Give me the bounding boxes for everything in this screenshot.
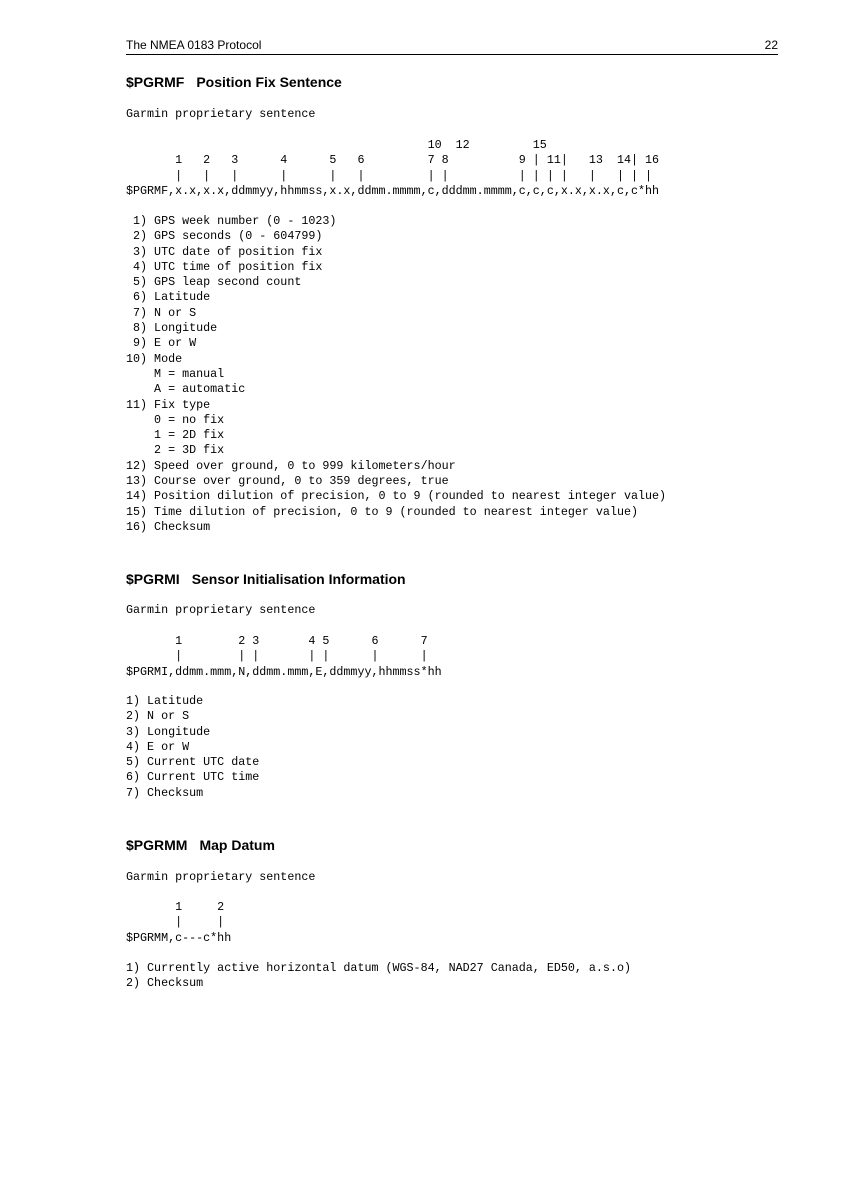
- sentence-id: $PGRMI: [126, 571, 180, 587]
- sentence-name: Sensor Initialisation Information: [191, 571, 406, 587]
- page-number: 22: [764, 38, 778, 52]
- section-subtitle: Garmin proprietary sentence: [126, 603, 316, 617]
- page-header: [126, 37, 778, 55]
- section-subtitle: Garmin proprietary sentence: [126, 107, 316, 121]
- sentence-format-diagram: 10 12 15 1 2 3 4 5 6 7 8 9 | 11| 13 14| 16 | | | | | | | | | | | | | | | | $PGRMF,x.x,x.x,ddmmyy,hhmmss,x.x,ddmm.mmmm,c,dddmm.mmmm,c,c,c,x.x,x.x,c,c*hh: [126, 138, 660, 198]
- section-heading-pgrmf: [126, 74, 342, 90]
- field-description-list: 1) Currently active horizontal datum (WGS-84, NAD27 Canada, ED50, a.s.o) 2) Checksum: [126, 961, 631, 991]
- sentence-id: $PGRMF: [126, 74, 185, 90]
- sentence-id: $PGRMM: [126, 837, 188, 853]
- section-heading-pgrmm: [126, 837, 275, 853]
- sentence-name: Position Fix Sentence: [196, 74, 342, 90]
- section-subtitle: Garmin proprietary sentence: [126, 870, 316, 884]
- sentence-format-diagram: 1 2 3 4 5 6 7 | | | | | | | $PGRMI,ddmm.mmm,N,ddmm.mmm,E,ddmmyy,hhmmss*hh: [126, 634, 442, 679]
- field-description-list: 1) Latitude 2) N or S 3) Longitude 4) E or W 5) Current UTC date 6) Current UTC time 7) Checksum: [126, 694, 260, 800]
- sentence-name: Map Datum: [199, 837, 275, 853]
- field-description-list: 1) GPS week number (0 - 1023) 2) GPS seconds (0 - 604799) 3) UTC date of position fix 4) UTC time of position fix 5) GPS leap second count 6) Latitude 7) N or S 8) Longitude 9) E or W 10) Mode M = manual A = automatic 11) Fix type 0 = no fix 1 = 2D fix 2 = 3D fix 12) Speed over ground, 0 to 999 kilometers/hour 13) Course over ground, 0 to 359 degrees, true 14) Position dilution of precision, 0 to 9 (rounded to nearest integer value) 15) Time dilution of precision, 0 to 9 (rounded to nearest integer value) 16) Checksum: [126, 214, 667, 534]
- document-title: The NMEA 0183 Protocol: [126, 38, 262, 52]
- section-heading-pgrmi: [126, 571, 406, 587]
- sentence-format-diagram: 1 2 | | $PGRMM,c---c*hh: [126, 900, 232, 945]
